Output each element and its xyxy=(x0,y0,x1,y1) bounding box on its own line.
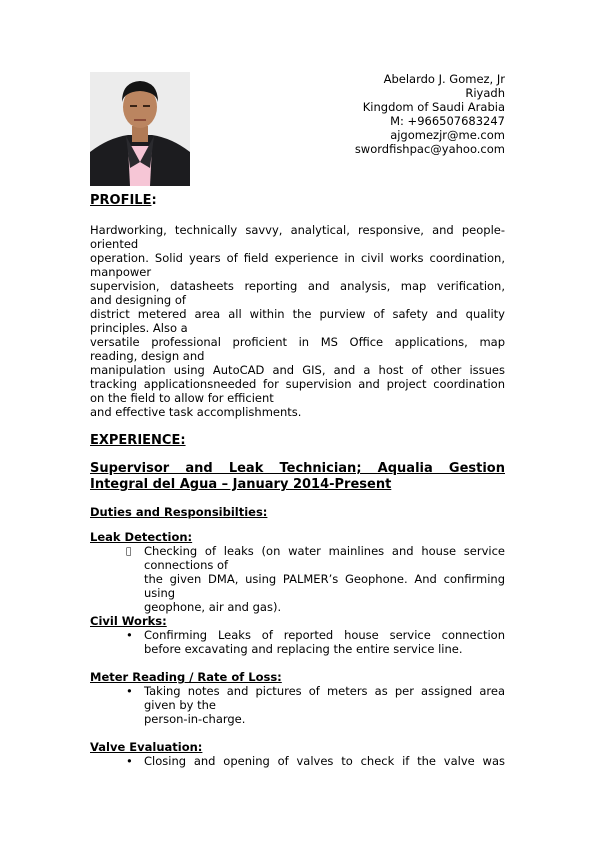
country: Kingdom of Saudi Arabia xyxy=(362,100,505,114)
item-line: person-in-charge. xyxy=(144,712,246,726)
profile-line: oriented xyxy=(90,237,139,251)
meter-reading-item xyxy=(144,684,505,726)
profile-line: district metered area all within the purview of safety and quality xyxy=(90,307,505,321)
city: Riyadh xyxy=(465,86,505,100)
item-line: geophone, air and gas). xyxy=(144,600,282,614)
section-title-leak-detection: Leak Detection: xyxy=(90,530,193,544)
mobile-number: M: +966507683247 xyxy=(390,114,505,128)
profile-line: operation. Solid years of field experience in civil works coordination, xyxy=(90,251,505,265)
profile-paragraph xyxy=(90,223,505,419)
civil-works-item xyxy=(144,628,505,656)
duties-heading: Duties and Responsibilties: xyxy=(90,505,268,519)
profile-line: principles. Also a xyxy=(90,321,188,335)
item-line: Confirming Leaks of reported house service connection xyxy=(144,628,505,642)
leak-detection-item xyxy=(144,544,505,614)
item-line: using xyxy=(144,586,176,600)
contact-block xyxy=(355,72,505,156)
email-primary: ajgomezjr@me.com xyxy=(390,128,505,142)
profile-line: and effective task accomplishments. xyxy=(90,405,302,419)
person-photo-icon xyxy=(90,72,190,186)
item-line: Closing and opening of valves to check if the valve was xyxy=(144,754,505,768)
valve-evaluation-item xyxy=(144,754,505,768)
item-line: given by the xyxy=(144,698,216,712)
job-title xyxy=(90,461,505,493)
item-line: Checking of leaks (on water mainlines and house service xyxy=(144,544,505,558)
item-line: before excavating and replacing the entire service line. xyxy=(144,642,463,656)
section-title-meter-reading: Meter Reading / Rate of Loss: xyxy=(90,670,282,684)
job-title-line: Integral del Agua – January 2014-Present xyxy=(90,477,392,492)
profile-line: on the field to allow for efficient xyxy=(90,391,274,405)
profile-line: supervision, datasheets reporting and analysis, map verification, xyxy=(90,279,505,293)
applicant-name: Abelardo J. Gomez, Jr xyxy=(383,72,505,86)
profile-line: tracking applicationsneeded for supervision and project coordination xyxy=(90,377,505,391)
item-line: Taking notes and pictures of meters as per assigned area xyxy=(144,684,505,698)
bullet-glyph xyxy=(126,545,131,559)
section-title-valve-evaluation: Valve Evaluation: xyxy=(90,740,203,754)
item-line: the given DMA, using PALMER’s Geophone. And confirming xyxy=(144,572,505,586)
profile-line: manpower xyxy=(90,265,152,279)
profile-line: and designing of xyxy=(90,293,186,307)
item-line: connections of xyxy=(144,558,229,572)
bullet-glyph: • xyxy=(126,628,133,642)
profile-heading: PROFILE: xyxy=(90,193,157,208)
email-secondary: swordfishpac@yahoo.com xyxy=(354,142,505,156)
bullet-glyph: • xyxy=(126,684,133,698)
bullet-glyph: • xyxy=(126,754,133,768)
profile-line: manipulation using AutoCAD and GIS, and a host of other issues xyxy=(90,363,505,377)
profile-line: reading, design and xyxy=(90,349,205,363)
profile-line: Hardworking, technically savvy, analytical, responsive, and people- xyxy=(90,223,505,237)
experience-heading: EXPERIENCE: xyxy=(90,433,186,448)
section-title-civil-works: Civil Works: xyxy=(90,614,167,628)
profile-line: versatile professional proficient in MS Office applications, map xyxy=(90,335,505,349)
profile-photo xyxy=(90,72,190,186)
job-title-line: Supervisor and Leak Technician; Aqualia Gestion xyxy=(90,461,505,476)
